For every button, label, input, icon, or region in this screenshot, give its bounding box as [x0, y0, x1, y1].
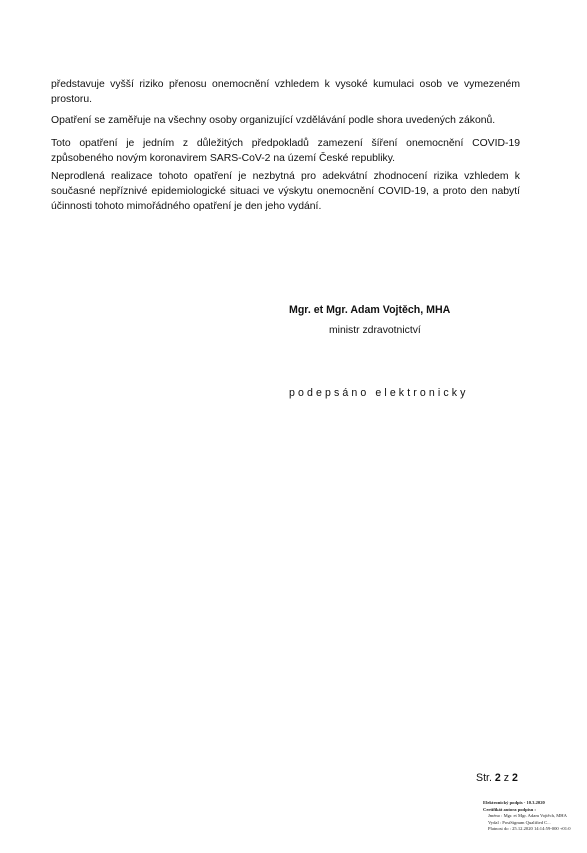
paragraph-4: Neprodlená realizace tohoto opatření je nezbytná pro adekvátní zhodnocení rizika vzhledem k současné nepříznivé epidemiologické situaci ve výskytu onemocnění COVID-19, a proto den nabytí účinnosti tohoto mimořádného opatření je den jeho vydání.: [51, 171, 520, 212]
stamp-line-name: Jméno : Mgr. et Mgr. Adam Vojtěch, MHA: [488, 813, 567, 819]
paragraph-2: Opatření se zaměřuje na všechny osoby organizující vzdělávání podle shora uvedených zákonů.: [51, 115, 496, 126]
stamp-line-date: Elektronický podpis - 10.3.2020: [483, 800, 545, 805]
page-number-separator: z: [503, 772, 510, 784]
paragraph-1: představuje vyšší riziko přenosu onemocnění vzhledem k vysoké kumulaci osob ve vymezeném prostoru.: [51, 79, 520, 105]
signatory-role: ministr zdravotnictví: [329, 325, 421, 336]
paragraph-3: Toto opatření je jedním z důležitých předpokladů zamezení šíření onemocnění COVID-19 způsobeného novým koronavirem SARS-CoV-2 na území České republiky.: [51, 138, 520, 164]
e-signature-stamp: [483, 800, 583, 833]
page-number-current: 2: [494, 772, 501, 784]
stamp-line-cert-heading: Certifikát autora podpisu :: [483, 806, 536, 812]
signatory-name: Mgr. et Mgr. Adam Vojtěch, MHA: [289, 304, 451, 316]
stamp-line-validity: Platnost do : 25.12.2020 14:14:59-000 +01:0: [488, 826, 571, 832]
page-number-total: 2: [511, 772, 518, 784]
electronically-signed-note: podepsáno elektronicky: [289, 387, 469, 399]
page-number-prefix: Str.: [476, 772, 492, 784]
stamp-line-issuer: Vydal : PostSignum Qualified C...: [488, 819, 551, 825]
page-number: [476, 772, 518, 784]
